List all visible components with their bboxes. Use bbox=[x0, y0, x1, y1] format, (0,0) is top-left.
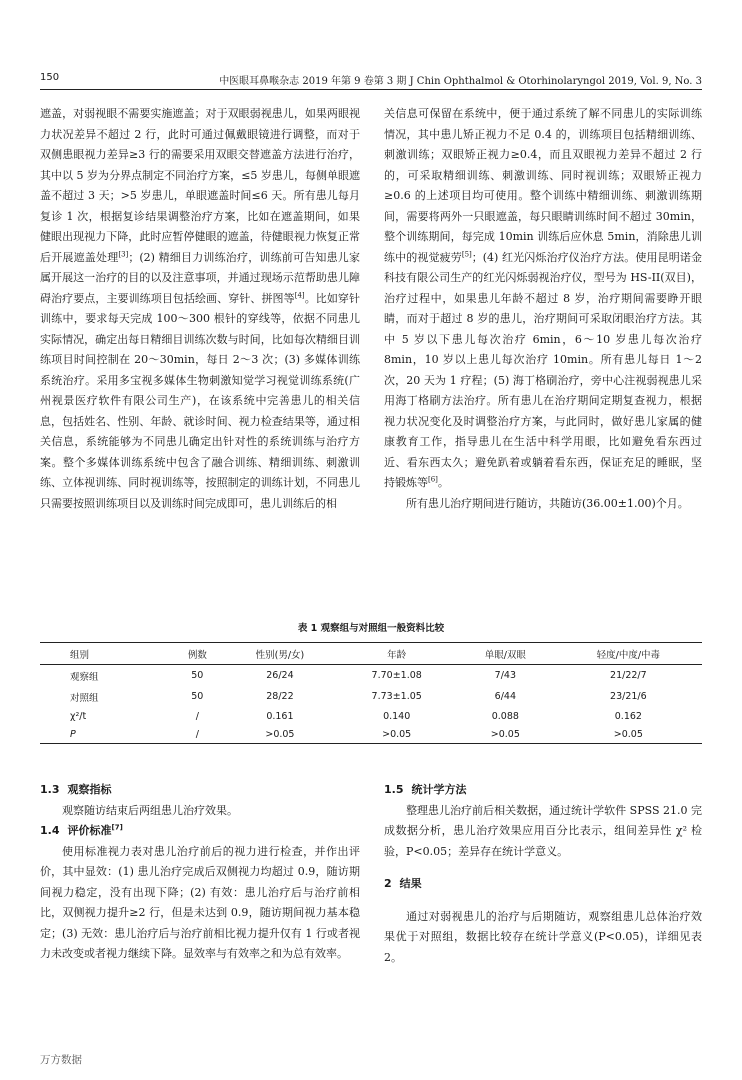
table-cell: / bbox=[195, 728, 199, 740]
page-number: 150 bbox=[40, 72, 60, 83]
table-cell: 21/22/7 bbox=[610, 670, 647, 681]
table-row bbox=[40, 707, 702, 725]
table-cell: 0.140 bbox=[383, 710, 411, 722]
table-cell: / bbox=[195, 710, 199, 722]
table-row bbox=[40, 725, 702, 744]
table-header-cell: 单眼/双眼 bbox=[484, 649, 526, 661]
table-cell: 23/21/6 bbox=[610, 691, 647, 702]
footer-watermark: 万方数据 bbox=[40, 1054, 82, 1066]
citation-5: [5] bbox=[461, 249, 472, 258]
table-row bbox=[40, 686, 702, 707]
right-column-top bbox=[384, 104, 702, 514]
section-heading-1-3: 1.3 观察指标 bbox=[40, 783, 112, 796]
body-paragraph: 遮盖，对弱视眼不需要实施遮盖；对于双眼弱视患儿，如果两眼视力状况差异不超过 2 行，此时可通过佩戴眼镜进行调整，而对于双侧患眼视力差异≥3 行的需要采用双眼交替遮盖方法进行治疗，其中以 5 岁为分界点制定不同治疗方案，≤5 岁患儿，每侧单眼遮盖不超过 3 天；>5 岁患儿，单眼遮盖时间≤6 天。所有患儿每月复诊 1 次，根据复诊结果调整治疗方案，比如在遮盖期间，如果健眼出现视力下降，此时应暂停健眼的遮盖，待健眼视力恢复正常后开展遮盖处理[3]；(2) 精细目力训练治疗，训练前可告知患儿家属开展这一治疗的目的以及注意事项，并通过现场示范帮助患儿障碍治疗要点，主要训练项目包括绘画、穿针、拼图等[4]。比如穿针训练中，要求每天完成 100～300 根针的穿线等，依据不同患儿实际情况，确定出每日精细目训练次数与时间，比如每次精细目训练项目时间控制在 20～30min，每日 2～3 次；(3) 多媒体训练系统治疗。采用多宝视多媒体生物刺激知觉学习视觉训练系统(广州视景医疗软件有限公司生产)，在该系统中完善患儿的相关信息，包括姓名、性别、年龄、就诊时间、视力检查结果等，通过相关信息，系统能够为不同患儿确定出针对性的系统训练与治疗方案。整个多媒体训练系统中包含了融合训练、精细训练、刺激训练、立体视训练、同时视训练等，按照制定的训练计划，不同患儿只需要按照训练项目以及训练时间完成即可，患儿训练后的相 bbox=[40, 107, 361, 510]
table-cell: P bbox=[70, 728, 76, 740]
left-column-top bbox=[40, 104, 360, 514]
table-cell: >0.05 bbox=[613, 728, 643, 740]
left-column-bottom bbox=[40, 780, 360, 965]
comparison-table bbox=[40, 642, 702, 744]
table-cell: >0.05 bbox=[265, 728, 295, 740]
table-header-cell: 组别 bbox=[70, 649, 90, 661]
table-cell: >0.05 bbox=[382, 728, 412, 740]
page-header bbox=[40, 72, 702, 90]
table-cell: >0.05 bbox=[490, 728, 520, 740]
table-1 bbox=[40, 620, 702, 744]
section-1-5-text: 整理患儿治疗前后相关数据，通过统计学软件 SPSS 21.0 完成数据分析，患儿治疗效果应用百分比表示，组间差异性 χ² 检验，P<0.05；差异存在统计学意义。 bbox=[384, 803, 702, 858]
citation-6: [6] bbox=[428, 475, 438, 484]
body-paragraph: 关信息可保留在系统中，便于通过系统了解不同患儿的实际训练情况，其中患儿矫正视力不足 0.4 的，训练项目包括精细训练、刺激训练；双眼矫正视力≥0.4，而且双眼视力差异不超过 2 行的，可采取精细训练、刺激训练、同时视训练；双眼矫正视力≥0.6 的上述项目均可使用。整个训练中精细训练、刺激训练期间，需要将两外一只眼遮盖，每只眼睛训练时间不超过 30min，整个训练期间，每完成 10min 训练后应休息 5min，消除患儿训练中的视觉疲劳[5]；(4) 红光闪烁治疗仪治疗方法。使用昆明诺金科技有限公司生产的红光闪烁弱视治疗仪，型号为 HS-II(双目)，治疗过程中，如果患儿年龄不超过 8 岁，治疗期间需要睁开眼睛，而对于超过 8 岁的患儿，治疗期间可采取闭眼治疗方法。其中 5 岁以下患儿每次治疗 6min，6～10 岁患儿每次治疗 8min，10 岁以上患儿每次治疗 10min。所有患儿每日 1～2 次，20 天为 1 疗程；(5) 海丁格刷治疗，旁中心注视弱视患儿采用海丁格刷方法治疗。所有患儿在治疗期间定期复查视力，根据视力状况变化及时调整治疗方案，与此同时，做好患儿家属的健康教育工作，指导患儿在生活中科学用眼，比如避免看东西过近、看东西太久；避免趴着或躺着看东西，保证充足的睡眠，坚持锻炼等[6]。 bbox=[384, 107, 703, 489]
table-header-cell: 例数 bbox=[187, 649, 207, 661]
table-header-cell: 年龄 bbox=[387, 649, 407, 661]
table-title: 表 1 观察组与对照组一般资料比较 bbox=[297, 623, 445, 634]
section-heading-2: 2 结果 bbox=[384, 877, 422, 890]
followup-paragraph: 所有患儿治疗期间进行随访，共随访(36.00±1.00)个月。 bbox=[406, 496, 689, 510]
citation-7: [7] bbox=[111, 823, 123, 832]
table-cell: 28/22 bbox=[266, 691, 294, 702]
table-cell: 50 bbox=[191, 691, 204, 702]
table-row bbox=[40, 665, 702, 687]
table-cell: 0.162 bbox=[614, 710, 642, 722]
section-heading-1-4: 1.4 评价标准[7] bbox=[40, 823, 123, 837]
journal-running-title: 中医眼耳鼻喉杂志 2019 年第 9 卷第 3 期 J Chin Ophthalmol & Otorhinolaryngol 2019, Vol. 9, No. 3 bbox=[219, 76, 702, 87]
table-cell: 7/43 bbox=[494, 670, 516, 681]
section-2-text: 通过对弱视患儿的治疗与后期随访，观察组患儿总体治疗效果优于对照组，数据比较存在统计学意义(P<0.05)，详细见表 2。 bbox=[384, 909, 702, 964]
table-cell: 7.73±1.05 bbox=[371, 691, 422, 702]
section-1-3-text: 观察随访结束后两组患儿治疗效果。 bbox=[62, 803, 238, 817]
table-cell: 0.161 bbox=[266, 710, 294, 722]
section-heading-1-5: 1.5 统计学方法 bbox=[384, 783, 467, 796]
table-cell: 50 bbox=[191, 670, 204, 681]
table-cell: 0.088 bbox=[491, 710, 519, 722]
citation-4: [4] bbox=[294, 290, 305, 299]
table-header-cell: 性别(男/女) bbox=[255, 649, 305, 661]
table-cell: χ²/t bbox=[70, 710, 87, 722]
table-cell: 观察组 bbox=[70, 671, 99, 683]
table-cell: 7.70±1.08 bbox=[371, 670, 422, 681]
right-column-bottom bbox=[384, 780, 702, 968]
table-cell: 对照组 bbox=[70, 692, 99, 704]
table-cell: 26/24 bbox=[266, 670, 294, 681]
table-cell: 6/44 bbox=[494, 691, 516, 702]
citation-3: [3] bbox=[118, 249, 129, 258]
header-rule bbox=[40, 89, 702, 90]
table-header-row bbox=[40, 643, 702, 665]
section-1-4-text: 使用标准视力表对患儿治疗前后的视力进行检查，并作出评价，其中显效：(1) 患儿治疗完成后双侧视力均超过 0.9，随访期间视力稳定，没有出现下降；(2) 有效：患儿治疗后与治疗前相比，双侧视力提升≥2 行，但是未达到 0.9，随访期间视力基本稳定；(3) 无效：患儿治疗后与治疗前相比视力提升仅有 1 行或者视力未改变或者视力继续下降。显效率与有效率之和为总有效率。 bbox=[40, 844, 360, 960]
table-header-cell: 轻度/中度/中毒 bbox=[596, 649, 661, 661]
